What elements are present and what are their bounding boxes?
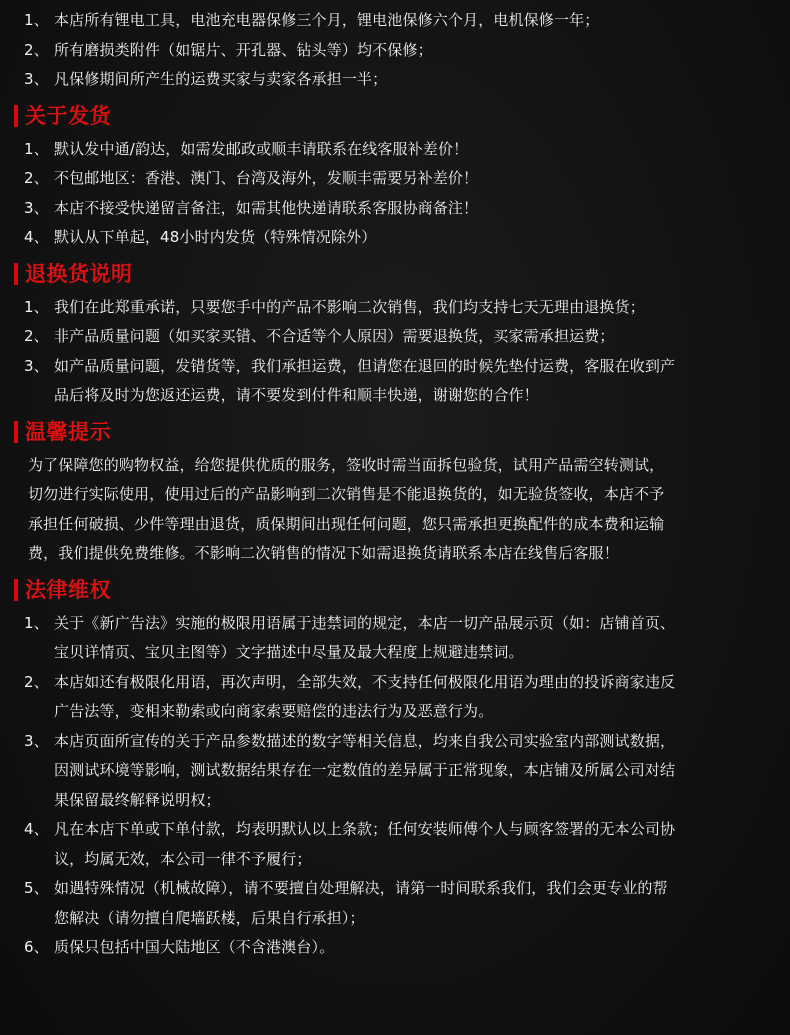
returns-list bbox=[24, 293, 776, 411]
item-text: 我们在此郑重承诺，只要您手中的产品不影响二次销售，我们均支持七天无理由退换货； bbox=[54, 297, 645, 316]
item-number: 4、 bbox=[24, 820, 49, 838]
item-text: 凡保修期间所产生的运费买家与卖家各承担一半； bbox=[54, 70, 388, 88]
item-number: 2、 bbox=[24, 40, 49, 59]
item-number: 1、 bbox=[24, 613, 49, 632]
item-text: 不包邮地区：香港、澳门、台湾及海外，发顺丰需要另补差价！ bbox=[54, 169, 479, 187]
item-number: 3、 bbox=[24, 198, 49, 217]
item-number: 3、 bbox=[24, 70, 49, 88]
shipping-title: 关于发货 bbox=[25, 103, 111, 128]
list-item bbox=[24, 815, 776, 874]
list-item bbox=[24, 874, 776, 933]
item-text: 所有磨损类附件（如锯片、开孔器、钻头等）均不保修； bbox=[54, 40, 433, 59]
item-text: 默认从下单起，48小时内发货（特殊情况除外） bbox=[54, 228, 377, 246]
shipping-heading bbox=[14, 99, 776, 133]
item-text: 如产品质量问题，发错货等，我们承担运费，但请您在退回的时候先垫付运费，客服在收到产 品后将及时为您返还运费，请不要发到付件和顺丰快递，谢谢您的合作！ bbox=[54, 356, 676, 404]
item-text: 本店如还有极限化用语，再次声明，全部失效，不支持任何极限化用语为理由的投诉商家违反 广告法等，变相来勒索或向商家索要赔偿的违法行为及恶意行为。 bbox=[54, 672, 676, 720]
item-text: 如遇特殊情况（机械故障），请不要擅自处理解决，请第一时间联系我们，我们会更专业的帮 您解决（请勿擅自爬墙跃楼，后果自行承担）； bbox=[54, 879, 668, 927]
item-text: 关于《新广告法》实施的极限用语属于违禁词的规定，本店一切产品展示页（如：店铺首页、 宝贝详情页、宝贝主图等）文字描述中尽量及最大程度上规避违禁词。 bbox=[54, 613, 676, 661]
item-number: 5、 bbox=[24, 879, 49, 897]
list-item bbox=[24, 6, 776, 36]
list-item bbox=[24, 933, 776, 963]
list-item bbox=[24, 164, 776, 194]
item-number: 2、 bbox=[24, 169, 49, 187]
item-number: 3、 bbox=[24, 356, 49, 375]
item-number: 1、 bbox=[24, 11, 49, 29]
item-text: 凡在本店下单或下单付款，均表明默认以上条款；任何安装师傅个人与顾客签署的无本公司协 议，均属无效，本公司一律不予履行； bbox=[54, 820, 676, 868]
item-text: 默认发中通/韵达，如需发邮政或顺丰请联系在线客服补差价！ bbox=[54, 139, 469, 158]
list-item bbox=[24, 668, 776, 727]
list-item bbox=[24, 135, 776, 165]
item-number: 3、 bbox=[24, 731, 49, 750]
list-item bbox=[24, 727, 776, 816]
tips-title: 温馨提示 bbox=[25, 419, 111, 444]
list-item bbox=[24, 194, 776, 224]
heading-bar bbox=[14, 579, 18, 601]
item-number: 1、 bbox=[24, 139, 49, 158]
heading-bar bbox=[14, 105, 18, 127]
list-item bbox=[24, 322, 776, 352]
item-number: 6、 bbox=[24, 938, 49, 956]
item-number: 2、 bbox=[24, 672, 49, 691]
item-text: 质保只包括中国大陆地区（不含港澳台）。 bbox=[54, 938, 335, 956]
item-number: 2、 bbox=[24, 327, 49, 345]
tips-paragraph: 为了保障您的购物权益，给您提供优质的服务，签收时需当面拆包验货，试用产品需空转测试， 切勿进行实际使用，使用过后的产品影响到二次销售是不能退换货的，如无验货签收，本店不予 承担任何破损、少件等理由退货，质保期间出现任何问题，您只需承担更换配件的成本费和运输 费，我们提供免费维修。不影响二次销售的情况下如需退换货请联系本店在线售后客服！ bbox=[28, 455, 665, 562]
item-text: 本店所有锂电工具，电池充电器保修三个月，锂电池保修六个月，电机保修一年； bbox=[54, 11, 600, 29]
warranty-list bbox=[24, 6, 776, 95]
heading-bar bbox=[14, 263, 18, 285]
list-item bbox=[24, 293, 776, 323]
item-text: 非产品质量问题（如买家买错、不合适等个人原因）需要退换货，买家需承担运费； bbox=[54, 327, 615, 345]
item-number: 4、 bbox=[24, 228, 49, 246]
tips-heading bbox=[14, 415, 776, 449]
list-item bbox=[24, 609, 776, 668]
returns-title: 退换货说明 bbox=[25, 261, 133, 286]
item-text: 本店页面所宣传的关于产品参数描述的数字等相关信息，均来自我公司实验室内部测试数据， 因测试环境等影响，测试数据结果存在一定数值的差异属于正常现象，本店铺及所属公司对结 果保留最终解释说明权； bbox=[54, 731, 676, 809]
returns-heading bbox=[14, 257, 776, 291]
item-number: 1、 bbox=[24, 297, 49, 316]
list-item bbox=[24, 36, 776, 66]
legal-heading bbox=[14, 573, 776, 607]
list-item bbox=[24, 65, 776, 95]
shipping-list bbox=[24, 135, 776, 253]
list-item bbox=[24, 352, 776, 411]
legal-title: 法律维权 bbox=[25, 577, 111, 602]
list-item bbox=[24, 223, 776, 253]
legal-list bbox=[24, 609, 776, 963]
heading-bar bbox=[14, 421, 18, 443]
item-text: 本店不接受快递留言备注，如需其他快递请联系客服协商备注！ bbox=[54, 198, 479, 217]
